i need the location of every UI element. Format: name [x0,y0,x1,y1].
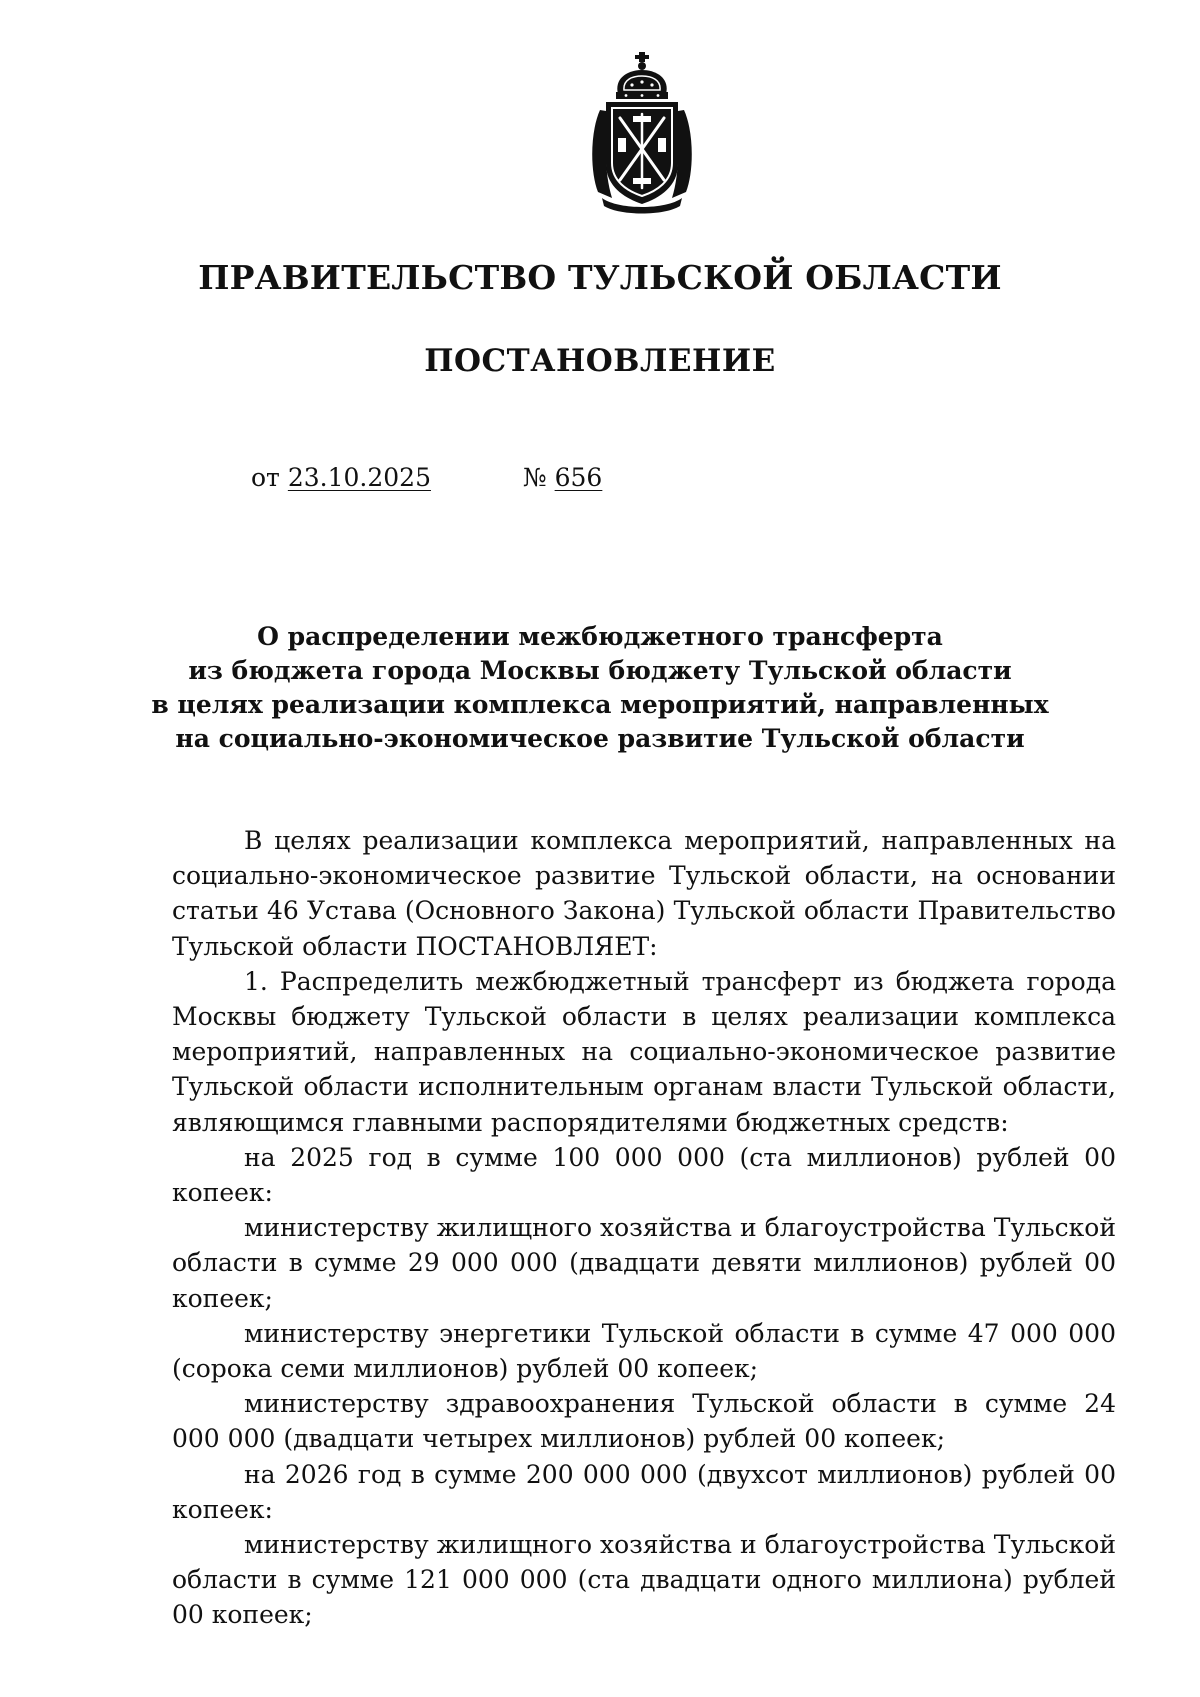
organization-title: ПРАВИТЕЛЬСТВО ТУЛЬСКОЙ ОБЛАСТИ [198,258,1002,297]
subject-line: на социально-экономическое развитие Тульской области [175,724,1025,753]
document-date [251,463,431,492]
body-paragraph: министерству здравоохранения Тульской области в сумме 24 000 000 (двадцати четырех миллионов) рублей 00 копеек; [172,1389,1116,1454]
body-paragraph: на 2026 год в сумме 200 000 000 (двухсот миллионов) рублей 00 копеек: [172,1459,1116,1524]
body-paragraph: министерству жилищного хозяйства и благоустройства Тульской области в сумме 121 000 000 (ста двадцати одного миллиона) рублей 00 копеек; [172,1530,1116,1630]
body-paragraph: В целях реализации комплекса мероприятий, направленных на социально-экономическое развитие Тульской области, на основании статьи 46 Устава (Основного Закона) Тульской области Правительство Тульской области ПОСТАНОВЛЯЕТ: [172,826,1116,961]
body-paragraph: министерству жилищного хозяйства и благоустройства Тульской области в сумме 29 000 000 (двадцати девяти миллионов) рублей 00 копеек; [172,1213,1116,1313]
body-paragraph: на 2025 год в сумме 100 000 000 (ста миллионов) рублей 00 копеек: [172,1142,1116,1208]
document-number [523,463,602,492]
date-prefix: от [251,463,280,492]
subject-line: в целях реализации комплекса мероприятий, направленных [151,690,1049,719]
subject-line: из бюджета города Москвы бюджету Тульской области [188,656,1012,685]
date-value: 23.10.2025 [287,463,431,492]
body-paragraph: министерству энергетики Тульской области в сумме 47 000 000 (сорока семи миллионов) рублей 00 копеек; [172,1318,1116,1384]
number-prefix: № [523,463,547,492]
tula-coat-of-arms-icon [588,52,696,216]
number-value: 656 [554,463,603,492]
body-paragraph: 1. Распределить межбюджетный трансферт из бюджета города Москвы бюджету Тульской области в целях реализации комплекса мероприятий, направленных на социально-экономическое развитие Тульской области исполнительным органам власти Тульской области, являющимся главными распорядителями бюджетных средств: [172,966,1116,1137]
document-type-heading: ПОСТАНОВЛЕНИЕ [424,343,776,379]
document-subject [150,620,1050,756]
subject-line: О распределении межбюджетного трансферта [257,622,943,651]
document-body [172,823,1116,1633]
